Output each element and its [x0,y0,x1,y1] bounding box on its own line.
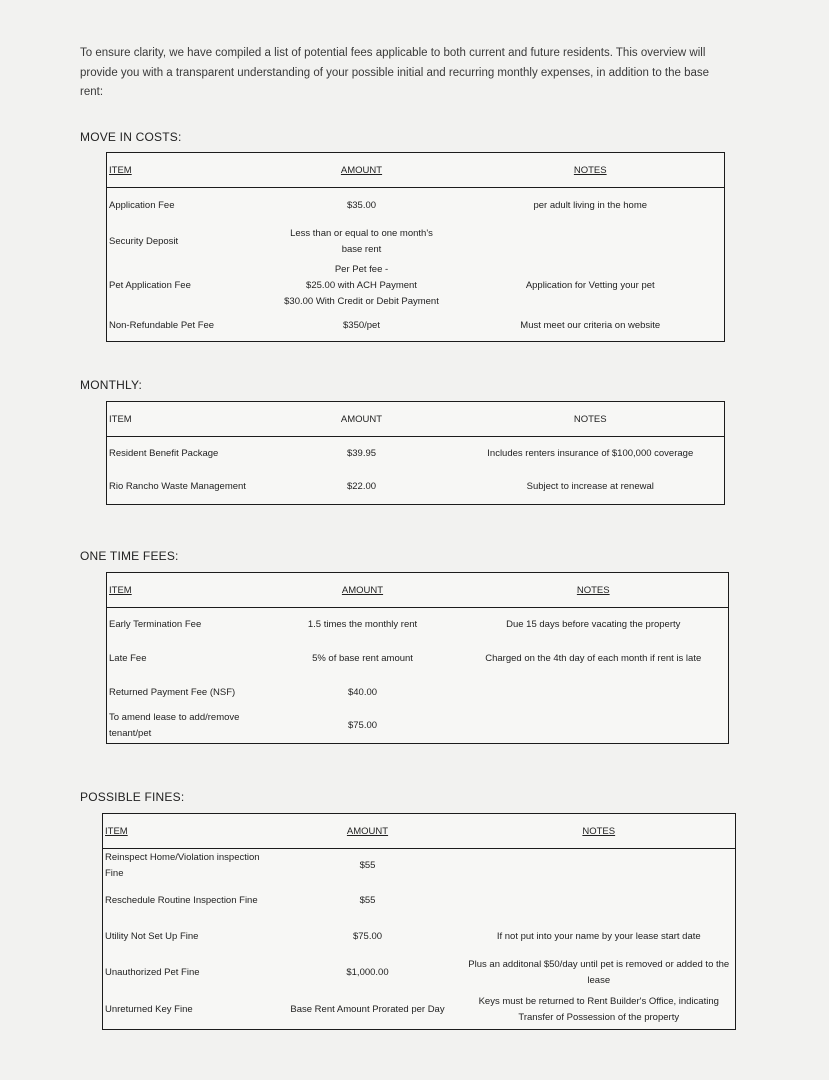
row-notes: Application for Vetting your pet [525,279,655,291]
possible-fines-table [102,813,736,1030]
one-time-fees-table [106,572,729,744]
row-notes [457,224,725,260]
table-row [107,312,725,342]
table-row [107,188,725,224]
row-amount: $1,000.00 [346,967,389,978]
table-row [103,919,736,955]
row-notes: Includes renters insurance of $100,000 coverage [487,447,694,459]
table-header-row [103,814,736,849]
row-item: Returned Payment Fee (NSF) [109,686,236,698]
row-amount: $39.95 [346,447,377,459]
row-notes: Charged on the 4th day of each month if rent is late [485,652,702,664]
header-item: ITEM [107,153,267,188]
table-row [103,849,736,884]
row-notes: per adult living in the home [533,199,648,211]
header-amount: AMOUNT [267,573,459,608]
header-amount: AMOUNT [267,153,457,188]
row-amount: $350/pet [343,320,380,332]
table-row [107,642,729,676]
header-notes: NOTES [459,573,729,608]
row-item: Rio Rancho Waste Management [109,481,246,493]
row-notes [459,710,729,744]
header-item: ITEM [103,814,273,849]
row-amount: $75.00 [347,720,378,732]
row-item: Non-Refundable Pet Fee [109,320,215,332]
header-notes: NOTES [457,153,725,188]
section-title-monthly: MONTHLY: [80,378,143,392]
table-row [103,884,736,919]
row-item: Application Fee [109,199,175,211]
row-amount: Per Pet fee - $25.00 with ACH Payment $30.00 With Credit or Debit Payment [284,263,439,307]
row-amount: 1.5 times the monthly rent [307,618,418,630]
section-title-one-time: ONE TIME FEES: [80,549,179,563]
move-in-costs-table [106,152,725,342]
header-notes: NOTES [463,814,736,849]
row-notes: If not put into your name by your lease start date [496,930,701,942]
row-notes: Keys must be returned to Rent Builder's Office, indicating Transfer of Possession of the property [478,996,719,1024]
header-amount: AMOUNT [267,402,457,437]
row-notes: Subject to increase at renewal [526,481,654,493]
table-row [107,437,725,471]
table-header-row [107,402,725,437]
row-item: Early Termination Fee [109,618,202,630]
row-notes [463,849,736,884]
table-row [103,955,736,992]
header-item: ITEM [107,402,267,437]
header-notes: NOTES [457,402,725,437]
table-row [107,260,725,312]
table-row [107,471,725,505]
row-amount: $55 [359,895,376,906]
table-row [107,608,729,642]
row-amount: $55 [359,860,376,872]
row-notes: Due 15 days before vacating the property [506,618,681,630]
monthly-table [106,401,725,505]
row-item: Security Deposit [109,235,179,247]
row-notes [463,884,736,919]
header-amount: AMOUNT [273,814,463,849]
section-title-move-in: MOVE IN COSTS: [80,130,182,144]
section-title-fines: POSSIBLE FINES: [80,790,185,804]
table-header-row [107,153,725,188]
row-item: Utility Not Set Up Fine [105,930,199,942]
row-amount: $35.00 [346,199,377,211]
row-item: Reschedule Routine Inspection Fine [105,895,258,906]
row-item: Unauthorized Pet Fine [105,967,200,978]
header-item: ITEM [107,573,267,608]
row-amount: $75.00 [352,930,383,942]
row-notes: Plus an additonal $50/day until pet is removed or added to the lease [468,959,730,986]
table-row [107,710,729,744]
table-header-row [107,573,729,608]
row-item: Resident Benefit Package [109,447,219,459]
row-item: Pet Application Fee [109,279,191,291]
row-amount: 5% of base rent amount [312,652,413,664]
row-notes [459,676,729,710]
intro-paragraph: To ensure clarity, we have compiled a list of potential fees applicable to both current and future residents. This overview will provide you with a transparent understanding of your possible initial and recurring monthly expenses, in addition to the base rent: [80,47,710,98]
row-item: Late Fee [109,652,147,664]
row-notes: Must meet our criteria on website [520,320,661,332]
table-row [107,224,725,260]
row-item: Unreturned Key Fine [105,1004,193,1016]
table-row [107,676,729,710]
table-row [103,992,736,1030]
row-item: To amend lease to add/remove tenant/pet [109,712,240,740]
row-amount: Base Rent Amount Prorated per Day [290,1004,445,1016]
row-item: Reinspect Home/Violation inspection Fine [105,852,260,880]
row-amount: $40.00 [347,686,378,698]
row-amount: $22.00 [346,481,377,493]
row-amount: Less than or equal to one month's base rent [290,227,433,255]
